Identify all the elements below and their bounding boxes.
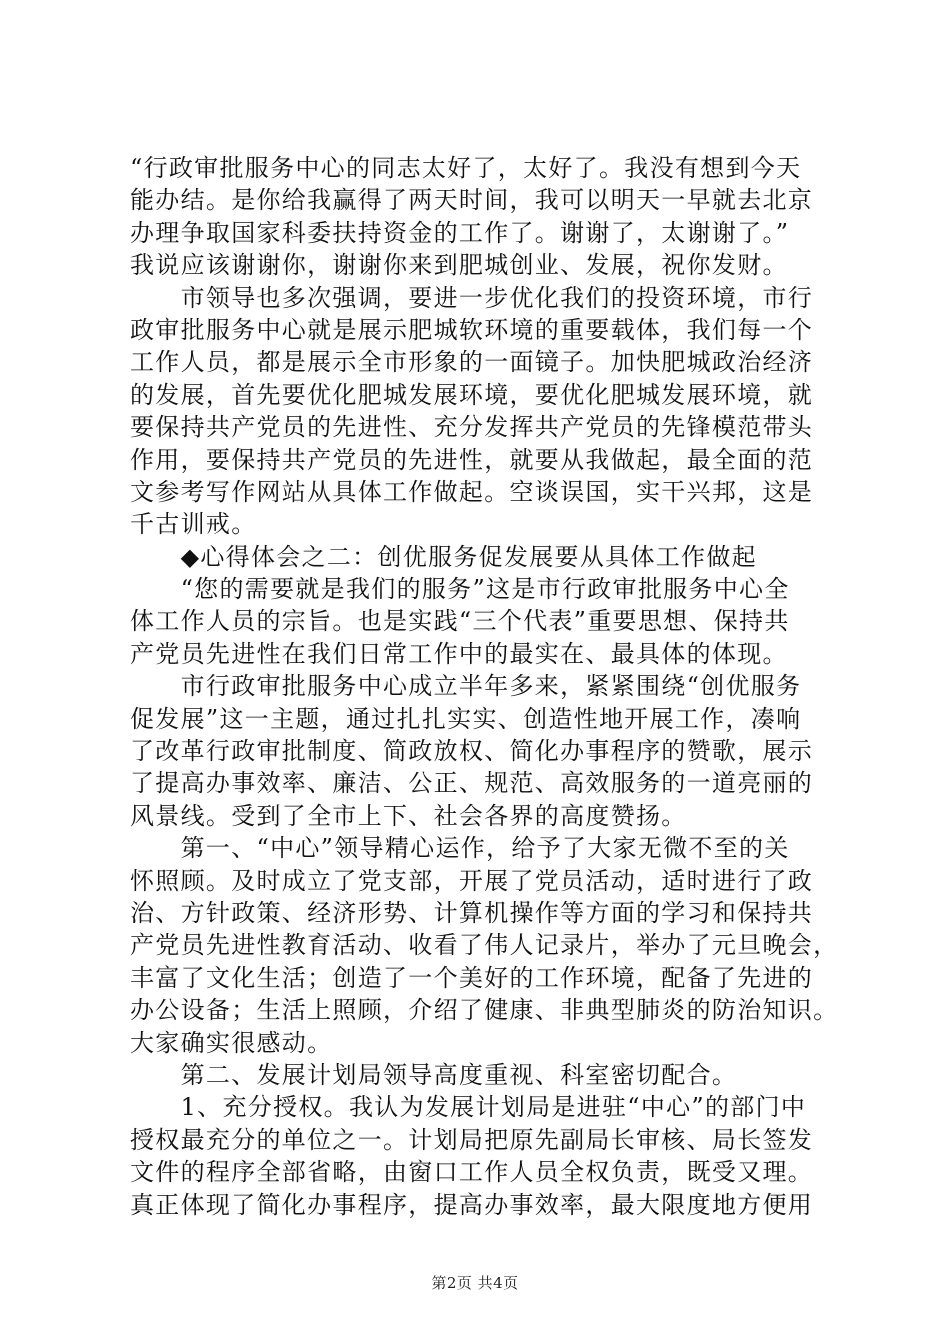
text-line: 1、充分授权。我认为发展计划局是进驻“中心”的部门中 <box>130 1093 807 1122</box>
text-line: 千古训戒。 <box>130 510 257 539</box>
text-line: 我说应该谢谢你，谢谢你来到肥城创业、发展，祝你发财。 <box>130 251 788 280</box>
text-line: 体工作人员的宗旨。也是实践“三个代表”重要思想、保持共 <box>130 607 790 636</box>
text-line: 文件的程序全部省略，由窗口工作人员全权负责，既受又理。 <box>130 1158 814 1187</box>
body-text <box>130 152 839 1221</box>
text-line: 的发展，首先要优化肥城发展环境，要优化肥城发展环境，就 <box>130 380 814 409</box>
text-line: 文参考写作网站从具体工作做起。空谈误国，实干兴邦，这是 <box>130 477 814 506</box>
text-line: 风景线。受到了全市上下、社会各界的高度赞扬。 <box>130 801 687 830</box>
text-line: “行政审批服务中心的同志太好了，太好了。我没有想到今天 <box>130 154 802 182</box>
text-line: 市行政审批服务中心成立半年多来，紧紧围绕“创优服务 <box>130 672 802 701</box>
text-line: 了提高办事效率、廉洁、公正、规范、高效服务的一道亮丽的 <box>130 769 814 798</box>
text-line: 政审批服务中心就是展示肥城软环境的重要载体，我们每一个 <box>130 315 814 344</box>
text-line: 治、方针政策、经济形势、计算机操作等方面的学习和保持共 <box>130 898 814 927</box>
text-line: 促发展”这一主题，通过扎扎实实、创造性地开展工作，凑响 <box>130 704 802 733</box>
text-line: 办公设备；生活上照顾，介绍了健康、非典型肺炎的防治知识。 <box>130 996 839 1025</box>
text-line: 第二、发展计划局领导高度重视、科室密切配合。 <box>130 1060 738 1089</box>
text-line: 产党员先进性在我们日常工作中的最实在、最具体的体现。 <box>130 639 788 668</box>
text-line: 办理争取国家科委扶持资金的工作了。谢谢了，太谢谢了。” <box>130 218 790 247</box>
text-line: 真正体现了简化办事程序，提高办事效率，最大限度地方便用 <box>130 1190 814 1219</box>
text-line: 授权最充分的单位之一。计划局把原先副局长审核、局长签发 <box>130 1125 814 1154</box>
text-line: 第一、“中心”领导精心运作，给予了大家无微不至的关 <box>130 834 790 863</box>
text-line: 怀照顾。及时成立了党支部，开展了党员活动，适时进行了政 <box>130 866 814 895</box>
text-line: “您的需要就是我们的服务”这是市行政审批服务中心全 <box>130 575 790 604</box>
text-line: 要保持共产党员的先进性、充分发挥共产党员的先锋模范带头 <box>130 413 814 442</box>
text-line: 作用，要保持共产党员的先进性，就要从我做起，最全面的范 <box>130 445 814 474</box>
text-line: 工作人员，都是展示全市形象的一面镜子。加快肥城政治经济 <box>130 348 814 377</box>
text-line: 产党员先进性教育活动、收看了伟人记录片，举办了元旦晚会， <box>130 931 839 960</box>
text-line: ◆心得体会之二：创优服务促发展要从具体工作做起 <box>130 542 757 571</box>
page-footer: 第2页 共4页 <box>431 1274 519 1292</box>
text-line: 丰富了文化生活；创造了一个美好的工作环境，配备了先进的 <box>130 963 814 992</box>
text-line: 了改革行政审批制度、简政放权、简化办事程序的赞歌，展示 <box>130 737 814 766</box>
text-line: 能办结。是你给我赢得了两天时间，我可以明天一早就去北京 <box>130 186 814 215</box>
text-line: 大家确实很感动。 <box>130 1028 333 1057</box>
text-line: 市领导也多次强调，要进一步优化我们的投资环境，市行 <box>130 283 814 312</box>
